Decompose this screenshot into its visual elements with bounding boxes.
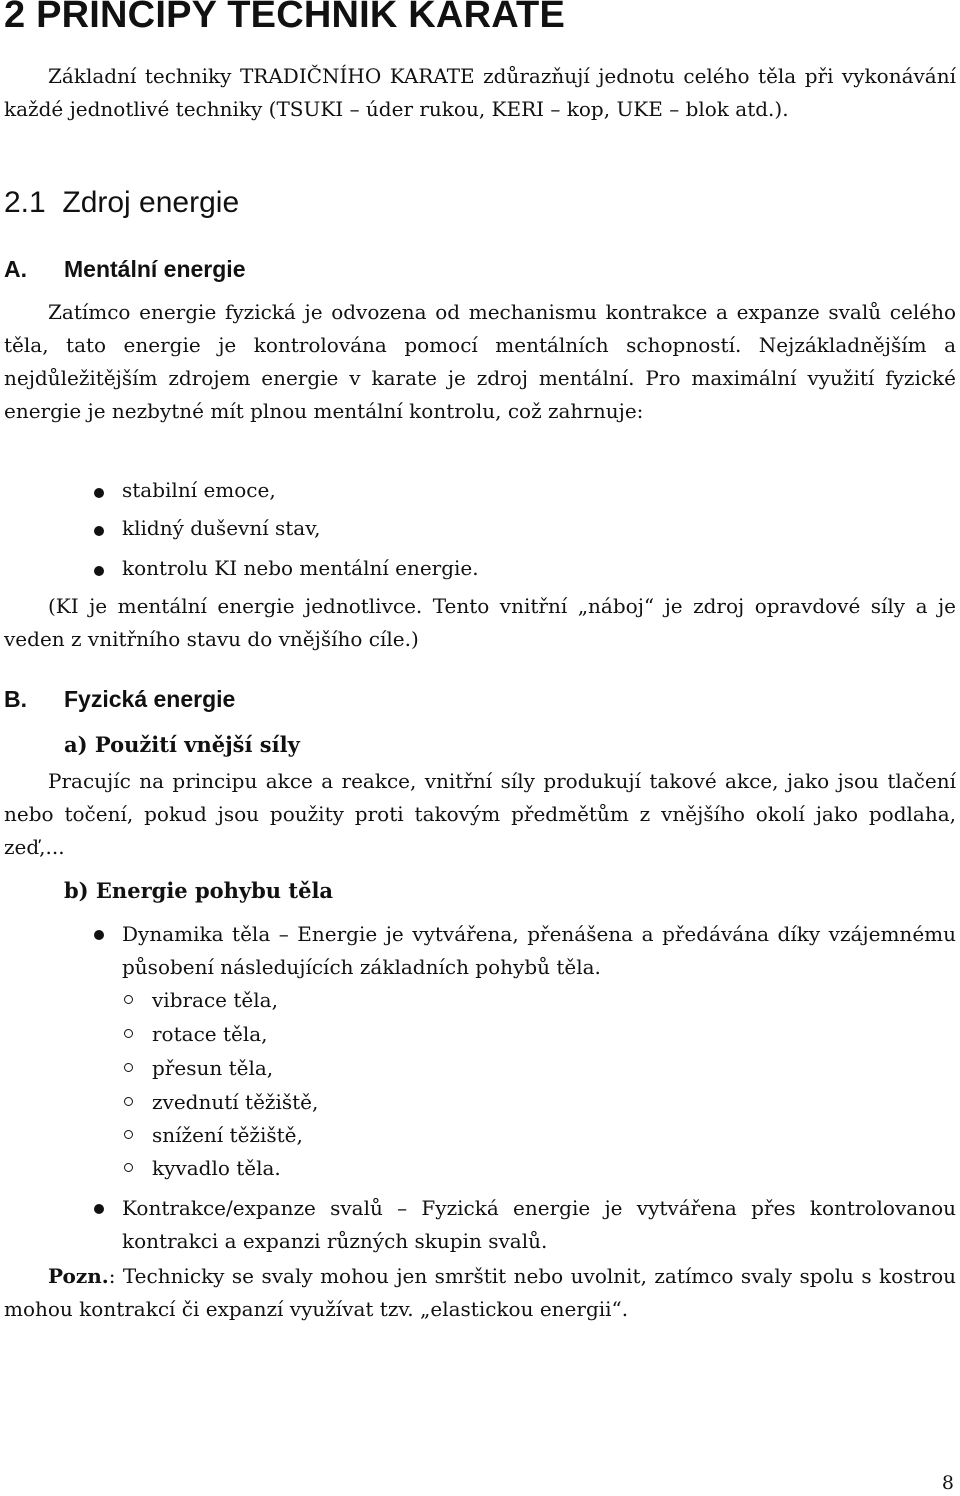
chapter-heading: 2 PRINCIPY TECHNIK KARATE <box>4 0 565 36</box>
sub-list-item: přesun těla, <box>152 1056 274 1080</box>
bullet-icon <box>94 1204 104 1214</box>
section-a-title: Mentální energie <box>64 256 246 282</box>
subsection-a-title: a) Použití vnější síly <box>64 732 300 757</box>
list-item: klidný duševní stav, <box>122 516 321 540</box>
section-a-label: A. <box>4 256 27 282</box>
bullet-icon <box>94 930 104 940</box>
circle-bullet-icon <box>124 1063 133 1072</box>
bullet-icon <box>94 488 104 498</box>
section-b-title: Fyzická energie <box>64 686 236 712</box>
circle-bullet-icon <box>124 1029 133 1038</box>
page-number: 8 <box>941 1472 954 1494</box>
list-item: kontrolu KI nebo mentální energie. <box>122 556 479 580</box>
ki-note-paragraph: (KI je mentální energie jednotlivce. Tento vnitřní „náboj“ je zdroj opravdové síly a je veden z vnitřního stavu do vnějšího cíle.) <box>4 594 956 651</box>
circle-bullet-icon <box>124 1097 133 1106</box>
note-paragraph <box>4 1260 956 1326</box>
note-text: : Technicky se svaly mohou jen smrštit nebo uvolnit, zatímco svaly spolu s kostrou mohou kontrakcí či expanzí využívat tzv. „elastickou energii“. <box>4 1264 956 1321</box>
intro-paragraph: Základní techniky TRADIČNÍHO KARATE zdůrazňují jednotu celého těla při vykonávání každé jednotlivé techniky (TSUKI – úder rukou, KERI – kop, UKE – blok atd.). <box>4 64 956 121</box>
subsection-b-title: b) Energie pohybu těla <box>64 878 334 903</box>
section-heading: 2.1 Zdroj energie <box>4 186 240 219</box>
note-label: Pozn. <box>48 1264 109 1288</box>
sub-list-item: snížení těžiště, <box>152 1123 303 1147</box>
bullet-icon <box>94 566 104 576</box>
bullet-icon <box>94 526 104 536</box>
list-item: stabilní emoce, <box>122 478 276 502</box>
sub-list-item: vibrace těla, <box>152 988 278 1012</box>
sub-list-item: kyvadlo těla. <box>152 1156 281 1180</box>
circle-bullet-icon <box>124 1130 133 1139</box>
circle-bullet-icon <box>124 1163 133 1172</box>
list-item-dynamika: Dynamika těla – Energie je vytvářena, přenášena a předávána díky vzájemnému působení následujících základních pohybů těla. <box>122 922 956 979</box>
circle-bullet-icon <box>124 995 133 1004</box>
sub-list-item: zvednutí těžiště, <box>152 1090 319 1114</box>
subsection-a-paragraph: Pracujíc na principu akce a reakce, vnitřní síly produkují takové akce, jako jsou tlačení nebo točení, pokud jsou použity proti takovým předmětům z vnějšího okolí jako podlaha, zeď,... <box>4 769 956 859</box>
list-item-kontrakce: Kontrakce/expanze svalů – Fyzická energie je vytvářena přes kontrolovanou kontrakci a expanzi různých skupin svalů. <box>122 1196 956 1253</box>
section-b-label: B. <box>4 686 27 712</box>
sub-list-item: rotace těla, <box>152 1022 268 1046</box>
section-a-paragraph: Zatímco energie fyzická je odvozena od mechanismu kontrakce a expanze svalů celého těla, tato energie je kontrolována pomocí mentálních schopností. Nejzákladnějším a nejdůležitějším zdrojem energie v karate je zdroj mentální. Pro maximální využití fyzické energie je nezbytné mít plnou mentální kontrolu, což zahrnuje: <box>4 300 956 423</box>
